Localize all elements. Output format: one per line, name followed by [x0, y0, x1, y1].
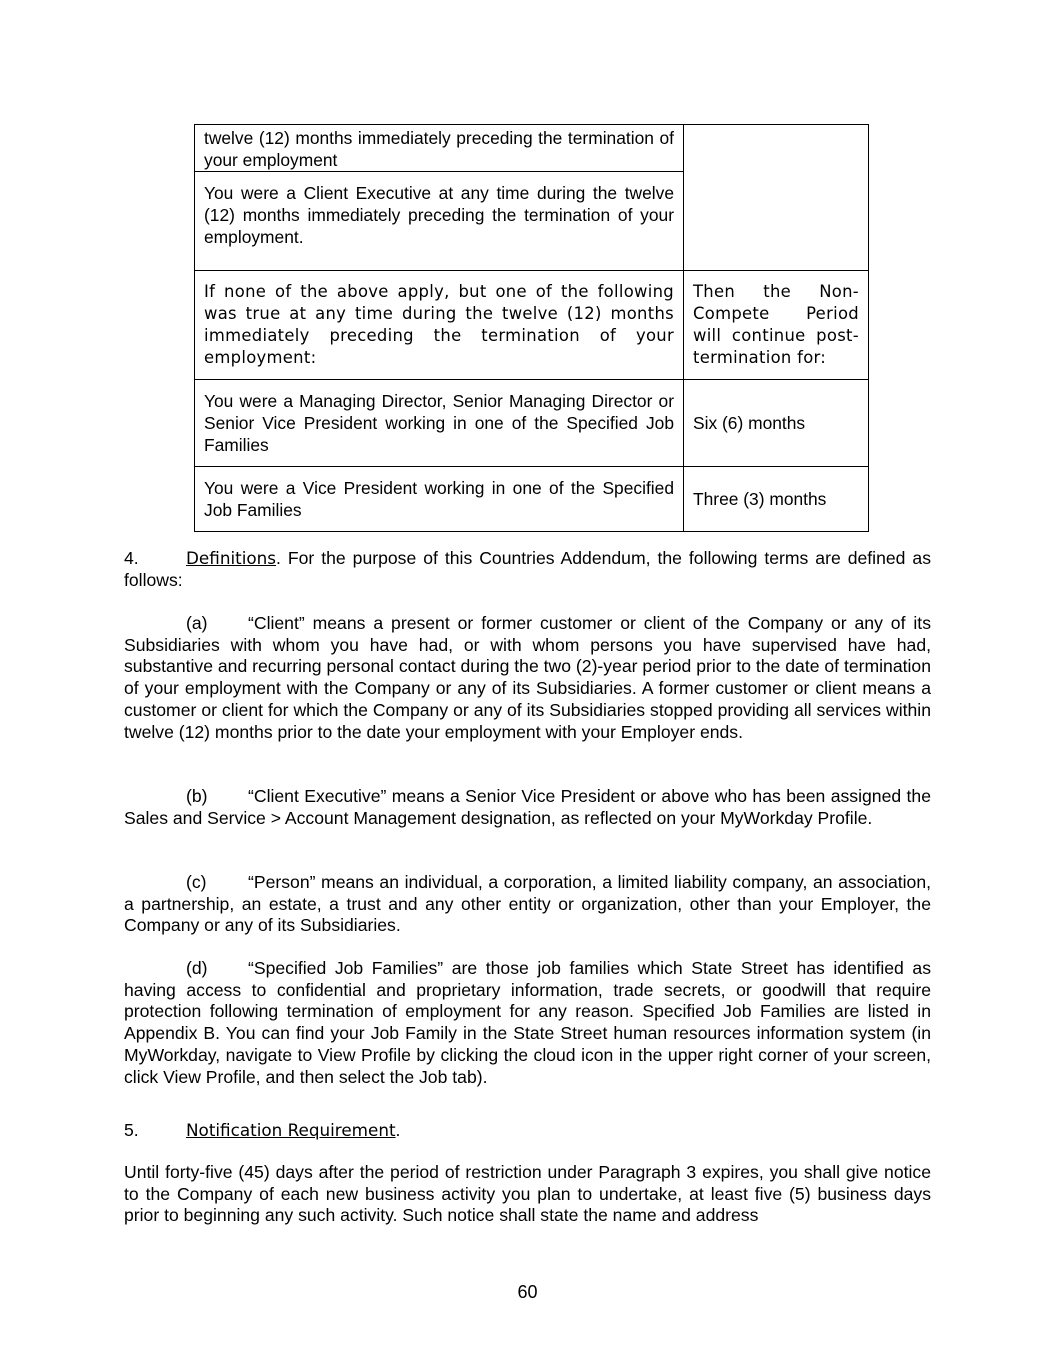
section-4-heading-paragraph: [124, 548, 931, 591]
definition-label: (c): [186, 872, 207, 892]
table-cell-left: [195, 125, 684, 172]
definition-b: [124, 786, 931, 829]
table-cell-left: [195, 467, 684, 532]
table-cell-right: [684, 380, 869, 467]
definition-text: “Person” means an individual, a corporation, a limited liability company, an association, a partnership, an estate, a trust and any other entity or organization, other than your Employer, the Company or any of its Subsidiaries.: [124, 872, 931, 936]
section-5-paragraph: [124, 1162, 931, 1227]
section-title: Notification Requirement: [186, 1120, 396, 1140]
definition-d: [124, 958, 931, 1088]
paragraph-text: Until forty-five (45) days after the period of restriction under Paragraph 3 expires, you shall give notice to the Company of each new business activity you plan to undertake, at least five (5) business days prior to beginning any such activity. Such notice shall state the name and address: [124, 1162, 931, 1226]
section-title: Definitions: [186, 548, 277, 568]
cell-text: You were a Managing Director, Senior Managing Director or Senior Vice President working in one of the Specified Job Families: [204, 391, 674, 455]
definition-a: [124, 613, 931, 743]
table-cell-right: [684, 467, 869, 532]
section-intro: . For the purpose of this Countries Addendum, the following terms are defined as follows:: [124, 548, 931, 590]
table-row: [195, 467, 869, 532]
table-cell-right: [684, 271, 869, 380]
table-cell-left: [195, 380, 684, 467]
definition-label: (b): [186, 786, 208, 806]
page-number: 60: [517, 1282, 538, 1302]
definition-text: “Specified Job Families” are those job families which State Street has identified as having access to confidential and proprietary information, trade secrets, or goodwill that require protection following termination of employment for any reason. Specified Job Families are listed in Appendix B. You can find your Job Family in the State Street human resources information system (in MyWorkday, navigate to View Profile by clicking the cloud icon in the upper right corner of your screen, click View Profile, and then select the Job tab).: [124, 958, 931, 1087]
cell-text: You were a Vice President working in one of the Specified Job Families: [204, 478, 674, 520]
definition-c: [124, 872, 931, 937]
cell-text: If none of the above apply, but one of the following was true at any time during the twelve (12) months immediately preceding the termination of your employment:: [204, 282, 674, 367]
table-cell-right: [684, 125, 869, 271]
cell-text: twelve (12) months immediately preceding the termination of your employment: [204, 128, 674, 170]
table-row: [195, 271, 869, 380]
terms-table: [194, 124, 869, 532]
definition-text: “Client Executive” means a Senior Vice President or above who has been assigned the Sales and Service > Account Management designation, as reflected on your MyWorkday Profile.: [124, 786, 931, 828]
table-cell-left: [195, 271, 684, 380]
cell-text: Three (3) months: [693, 489, 827, 509]
non-compete-table: [194, 124, 869, 532]
table-row: [195, 125, 869, 172]
cell-text: You were a Client Executive at any time during the twelve (12) months immediately preceding the termination of your employment.: [204, 183, 674, 247]
section-title-suffix: .: [395, 1120, 401, 1140]
section-number: 5.: [124, 1120, 139, 1140]
definition-label: (d): [186, 958, 208, 978]
cell-text: Six (6) months: [693, 413, 806, 433]
table-row: [195, 380, 869, 467]
definition-text: “Client” means a present or former customer or client of the Company or any of its Subsidiaries with whom you have had, or with whom persons you have supervised have had, substantive and recurring personal contact during the two (2)-year period prior to the date of termination of your employment with the Company or any of its Subsidiaries. A former customer or client means a customer or client for which the Company or any of its Subsidiaries stopped providing all services within twelve (12) months prior to the date your employment with your Employer ends.: [124, 613, 931, 742]
section-number: 4.: [124, 548, 139, 568]
cell-text: Then the Non-Compete Period will continue post-termination for:: [693, 282, 859, 367]
section-5-heading: [124, 1120, 931, 1142]
table-cell-left: [195, 172, 684, 271]
definition-label: (a): [186, 613, 208, 633]
